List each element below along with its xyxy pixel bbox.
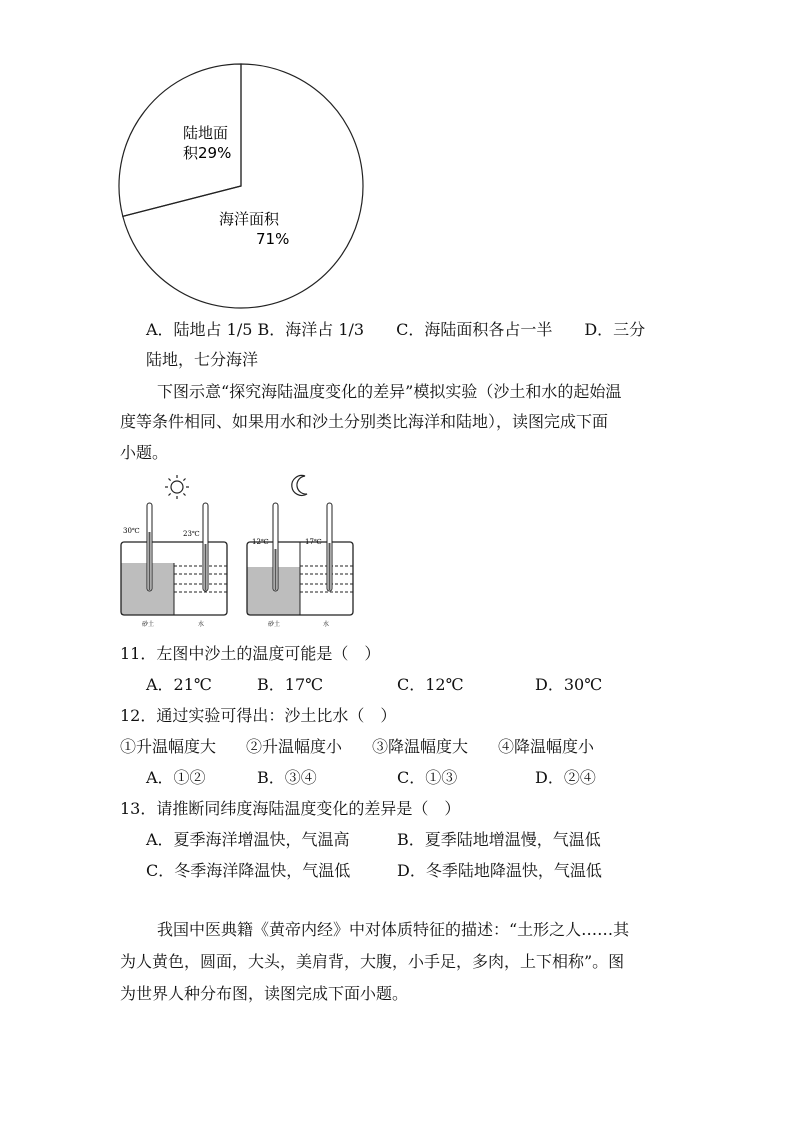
intro2-line1: 我国中医典籍《黄帝内经》中对体质特征的描述：“土形之人……其 [157,920,630,939]
experiment-figure [115,470,365,630]
night-soil-temp: 12℃ [252,538,269,546]
pie-label-ocean-line1: 海洋面积 [219,210,280,228]
intro2-line2: 为人黄色，圆面，大头，美肩背，大腹，小手足，多肉，上下相称”。图 [120,952,625,971]
q11-option-d: D．30℃ [535,675,603,694]
moon-icon [292,475,307,495]
q11-option-a: A．21℃ [146,675,212,694]
q12-option-a: A．①② [146,768,206,787]
q12-option-b: B．③④ [257,768,317,787]
night-container [247,503,353,628]
q11-option-c: C．12℃ [397,675,464,694]
pie-label-land-line1: 陆地面 [183,124,229,142]
intro1-line1: 下图示意“探究海陆温度变化的差异”模拟实验（沙土和水的起始温 [157,382,622,401]
day-soil-temp: 30℃ [123,527,140,535]
q12-statement-4: ④降温幅度小 [498,737,595,756]
pie-slice-ocean [123,64,363,308]
intro1-line2: 度等条件相同、如果用水和沙土分别类比海洋和陆地），读图完成下面 [120,412,609,431]
night-water-temp: 17℃ [305,538,322,546]
land-ocean-pie-chart [110,10,380,310]
intro2-line3: 为世界人种分布图，读图完成下面小题。 [120,984,409,1003]
q11-stem: 11．左图中沙土的温度可能是（ ） [120,644,381,663]
q13-stem: 13．请推断同纬度海陆温度变化的差异是（ ） [120,799,461,818]
q13-option-c: C．冬季海洋降温快，气温低 [146,861,351,880]
q12-option-c: C．①③ [397,768,458,787]
q12-statement-3: ③降温幅度大 [372,737,469,756]
day-water-label: 水 [198,621,205,628]
day-soil-label: 砂土 [142,621,155,628]
q13-option-b: B．夏季陆地增温慢，气温低 [397,830,601,849]
q10-options-line1: A．陆地占 1/5 B．海洋占 1/3 C．海陆面积各占一半 D．三分 [146,320,646,339]
q13-option-d: D．冬季陆地降温快，气温低 [397,861,602,880]
q12-statement-1: ①升温幅度大 [120,737,217,756]
night-water-label: 水 [323,621,330,628]
day-container [121,503,227,628]
night-soil-label: 砂土 [268,621,281,628]
q10-options-line2: 陆地，七分海洋 [146,350,259,369]
sun-icon [165,475,189,499]
q12-statement-2: ②升温幅度小 [246,737,343,756]
q12-stem: 12．通过实验可得出：沙土比水（ ） [120,706,397,725]
intro1-line3: 小题。 [120,443,169,462]
q13-option-a: A．夏季海洋增温快，气温高 [146,830,350,849]
day-water-temp: 23℃ [183,530,200,538]
q12-option-d: D．②④ [535,768,596,787]
pie-label-ocean-line2: 71% [256,230,290,248]
q11-option-b: B．17℃ [257,675,324,694]
pie-label-land-line2: 积29% [183,144,232,162]
